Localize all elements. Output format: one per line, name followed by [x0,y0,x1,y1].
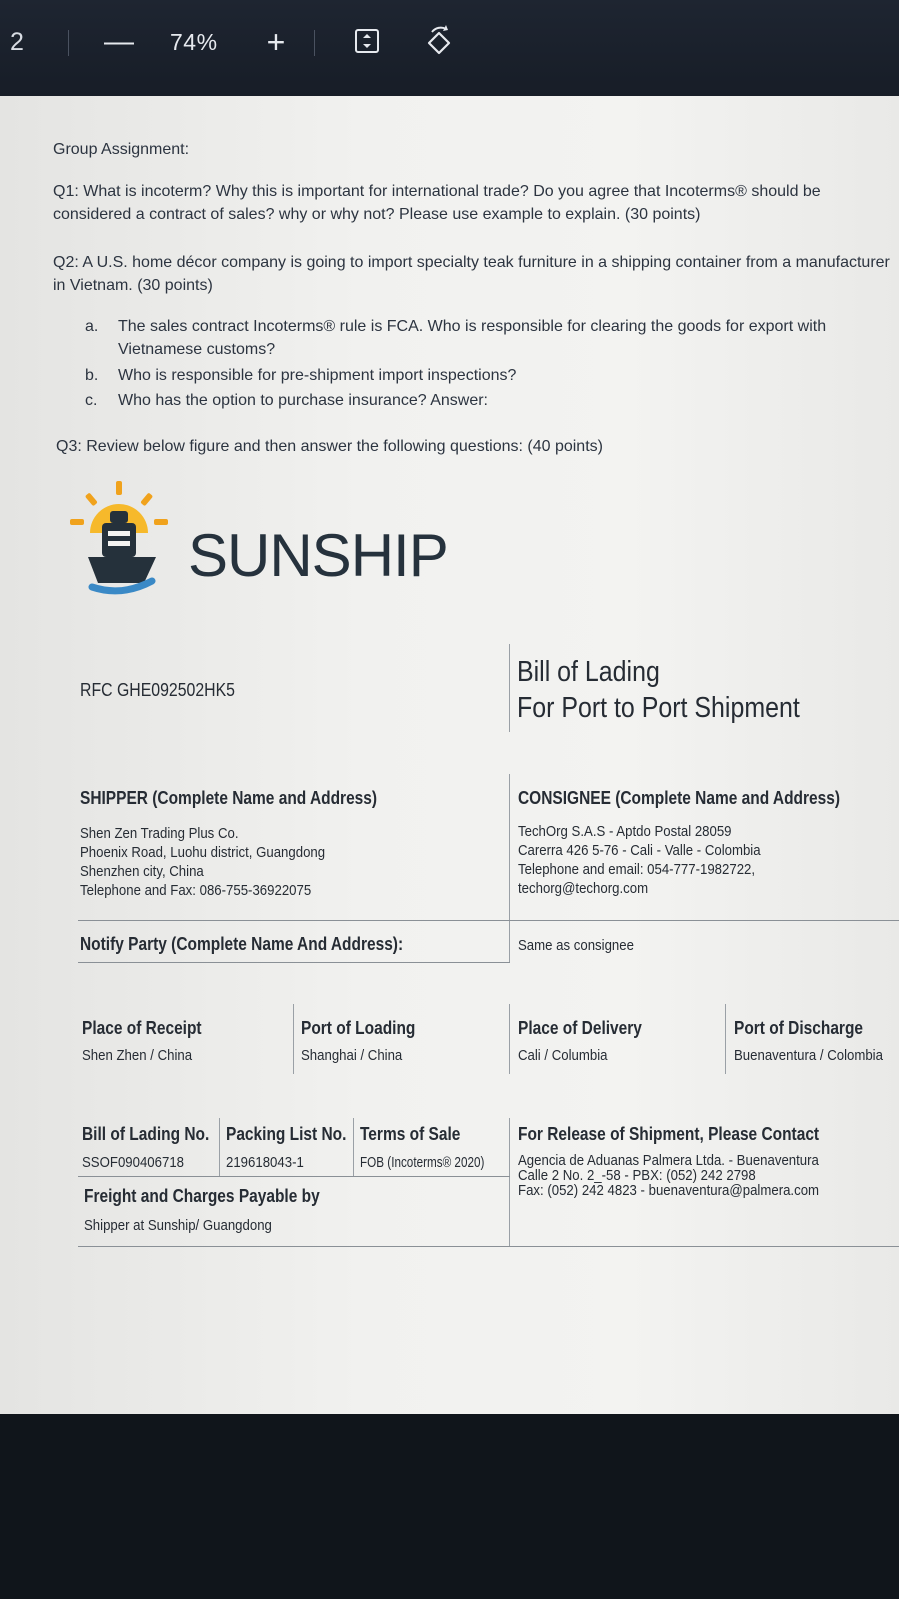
freight-label: Freight and Charges Payable by [84,1186,320,1206]
divider [78,1246,899,1247]
terms-of-sale-value: FOB (Incoterms® 2020) [360,1154,485,1171]
divider [509,1118,510,1246]
divider [509,774,510,962]
divider [78,962,510,963]
zoom-out-button[interactable]: — [104,25,134,58]
list-item [85,364,885,388]
list-marker: b. [85,367,99,384]
port-of-discharge-label: Port of Discharge [734,1018,864,1038]
document-title [517,654,800,726]
place-of-delivery-label: Place of Delivery [518,1018,642,1038]
list-marker: a. [85,318,99,335]
title-line: For Port to Port Shipment [517,692,800,724]
question-3: Q3: Review below figure and then answer the following questions: (40 points) [56,438,603,455]
port-of-loading-label: Port of Loading [301,1018,416,1038]
list-text: Who has the option to purchase insurance? Answer: [118,392,488,409]
consignee-address [518,822,794,898]
question-2: Q2: A U.S. home décor company is going to import specialty teak furniture in a shipping container from a manufacturer in Vietnam. (30 points) [53,254,890,294]
ship-sun-icon [66,481,178,599]
packing-list-value: 219618043-1 [226,1154,304,1171]
zoom-in-button[interactable]: + [266,24,286,60]
title-line: Bill of Lading [517,656,660,688]
assignment-heading: Group Assignment: [53,141,190,158]
divider [725,1004,726,1074]
shipper-label: SHIPPER (Complete Name and Address) [80,788,378,808]
notify-value: Same as consignee [518,937,634,954]
place-of-receipt-label: Place of Receipt [82,1018,202,1038]
contact-line: Agencia de Aduanas Palmera Ltda. - Buenaventura [518,1152,819,1169]
list-item [85,315,885,363]
freight-value: Shipper at Sunship/ Guangdong [84,1217,272,1234]
rfc-number: RFC GHE092502HK5 [80,680,235,700]
port-of-loading-value: Shanghai / China [301,1047,403,1064]
list-item [85,389,885,413]
address-line: Telephone and email: 054-777-1982722, [518,861,756,878]
zoom-level[interactable]: 74% [170,29,218,55]
pdf-viewer-toolbar [0,0,899,96]
divider [219,1118,220,1176]
packing-list-label: Packing List No. [226,1124,347,1144]
place-of-receipt-value: Shen Zhen / China [82,1047,193,1064]
consignee-label: CONSIGNEE (Complete Name and Address) [518,788,840,808]
toolbar-divider [314,30,315,56]
contact-line: Fax: (052) 242 4823 - buenaventura@palmera.com [518,1182,820,1199]
viewer-background [0,1414,899,1599]
list-marker: c. [85,392,98,409]
fit-page-icon[interactable] [354,28,380,54]
rotate-icon[interactable] [424,24,454,58]
address-line: TechOrg S.A.S - Aptdo Postal 28059 [518,823,732,840]
release-contact [518,1153,860,1198]
divider [78,920,899,921]
address-line: techorg@techorg.com [518,880,649,897]
divider [509,644,510,732]
divider [78,1176,510,1177]
release-contact-label: For Release of Shipment, Please Contact [518,1124,820,1144]
list-text: Who is responsible for pre-shipment import inspections? [118,367,517,384]
address-line: Shen Zen Trading Plus Co. [80,825,239,842]
address-line: Telephone and Fax: 086-755-36922075 [80,882,312,899]
divider [509,1004,510,1074]
document-page [0,96,899,1414]
address-line: Shenzhen city, China [80,863,204,880]
contact-line: Calle 2 No. 2_-58 - PBX: (052) 242 2798 [518,1167,756,1184]
page-number[interactable]: 2 [10,28,24,56]
toolbar-divider [68,30,69,56]
question-1: Q1: What is incoterm? Why this is important for international trade? Do you agree that Incoterms® should be considered a contract of sales? why or why not? Please use example to explain. (30 points) [53,183,821,223]
list-text: The sales contract Incoterms® rule is FCA. Who is responsible for clearing the goods for export with Vietnamese customs? [118,318,827,358]
terms-of-sale-label: Terms of Sale [360,1124,461,1144]
notify-label: Notify Party (Complete Name And Address): [80,934,404,954]
address-line: Phoenix Road, Luohu district, Guangdong [80,844,326,861]
address-line: Carerra 426 5-76 - Cali - Valle - Colombia [518,842,761,859]
port-of-discharge-value: Buenaventura / Colombia [734,1047,883,1064]
brand-name: SUNSHIP [188,522,448,589]
bill-number-value: SSOF090406718 [82,1154,185,1171]
divider [293,1004,294,1074]
shipper-address [80,824,359,900]
divider [353,1118,354,1176]
place-of-delivery-value: Cali / Columbia [518,1047,608,1064]
bill-number-label: Bill of Lading No. [82,1124,210,1144]
